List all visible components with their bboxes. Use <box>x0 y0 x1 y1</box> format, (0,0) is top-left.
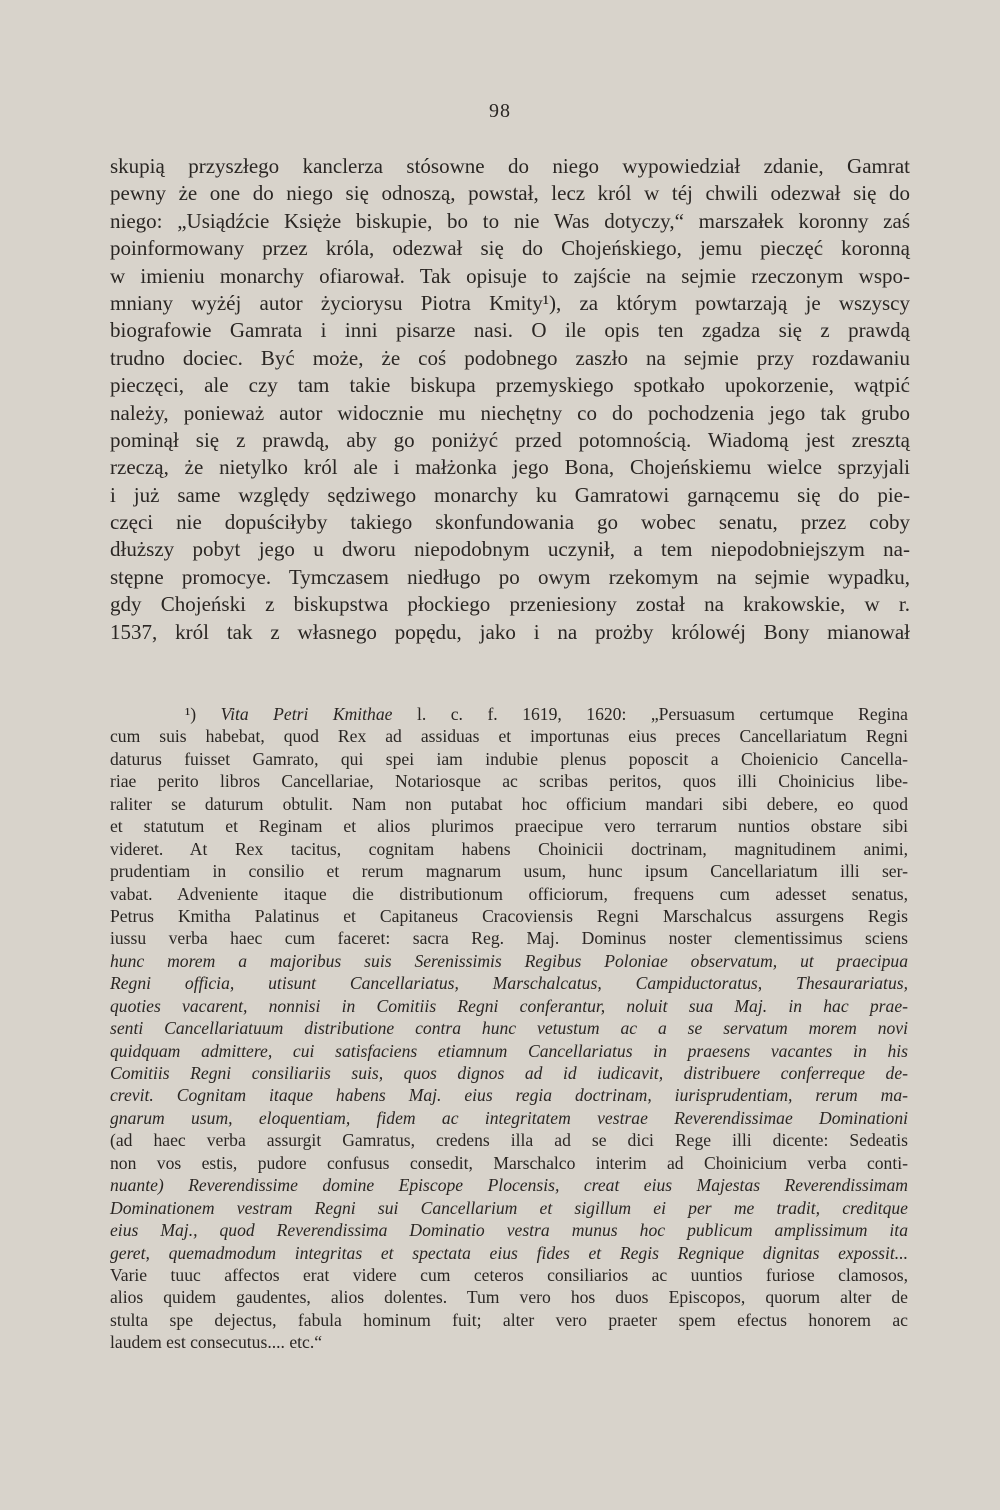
text-line: w imieniu monarchy ofiarował. Tak opisuje to zajście na sejmie rzeczonym wspo- <box>110 263 910 288</box>
footnote-line: gnarum usum, eloquentiam, fidem ac integritatem vestrae Reverendissimae Dominationi <box>110 1107 908 1128</box>
footnote-line: Varie tuuc affectos erat videre cum ceteros consiliarios ac uuntios furiose clamosos, <box>110 1264 908 1285</box>
footnote-line: daturus fuisset Gamrato, qui spei iam indubie plenus poposcit a Choienicio Cancella- <box>110 748 908 769</box>
footnote-line: stulta spe dejectus, fabula hominum fuit; alter vero praeter spem efectus honorem ac <box>110 1309 908 1330</box>
footnote-line: geret, quemadmodum integritas et spectata eius fides et Regis Regnique dignitas expossit... <box>110 1242 908 1263</box>
text-line: rzeczą, że nietylko król ale i małżonka jego Bona, Chojeńskiemu wielce sprzyjali <box>110 455 910 480</box>
text-line: pieczęci, ale czy tam takie biskupa przemyskiego spotkało upokorzenie, wątpić <box>110 373 910 398</box>
main-text <box>110 153 910 646</box>
text-line: pewny że one do niego się odnoszą, powstał, lecz król w téj chwili odezwał się do <box>110 181 910 206</box>
footnote-marker: ¹) <box>185 704 197 724</box>
text-line: stępne promocye. Tymczasem niedługo po owym rzekomym na sejmie wypadku, <box>110 564 910 589</box>
footnote-line: prudentiam in consilio et rerum magnarum usum, hunc ipsum Cancellariatum illi ser- <box>110 861 908 882</box>
text-line: należy, ponieważ autor widocznie mu niechętny co do pochodzenia jego tak grubo <box>110 400 910 425</box>
text-line: gdy Chojeński z biskupstwa płockiego przeniesiony został na krakowskie, w r. <box>110 592 910 617</box>
footnote-line: raliter se daturum obtulit. Nam non putabat hoc officium mandari sibi debere, eo quod <box>110 793 908 814</box>
footnote-line: quidquam admittere, cui satisfaciens etiamnum Cancellariatus in praesens vacantes in his <box>110 1040 908 1061</box>
text-line: trudno dociec. Być może, że coś podobnego zaszło na sejmie przy rozdawaniu <box>110 345 910 370</box>
text-line: i już same względy sędziwego monarchy ku Gamratowi garnącemu się do pie- <box>110 482 910 507</box>
footnote-line: alios quidem gaudentes, alios dolentes. Tum vero hos duos Episcopos, quorum alter de <box>110 1287 908 1308</box>
footnote-line: Petrus Kmitha Palatinus et Capitaneus Cracoviensis Regni Marschalcus assurgens Regis <box>110 905 908 926</box>
text-line: pominął się z prawdą, aby go poniżyć przed potomnością. Wiadomą jest zresztą <box>110 427 910 452</box>
footnote-line: non vos estis, pudore confusus consedit, Marschalco interim ad Choinicium verba conti- <box>110 1152 908 1173</box>
text-line: biografowie Gamrata i inni pisarze nasi. O ile opis ten zgadza się z prawdą <box>110 318 910 343</box>
page-number: 98 <box>489 100 511 122</box>
text-line: skupią przyszłego kanclerza stósowne do niego wypowiedział zdanie, Gamrat <box>110 154 910 178</box>
footnote-line: videret. At Rex tacitus, cognitam habens Choinicii doctrinam, magnitudinem animi, <box>110 838 908 859</box>
footnote-ref-title: Vita Petri Kmithae <box>220 704 393 724</box>
footnote-line: Dominationem vestram Regni sui Cancellarium et sigillum ei per me tradit, creditque <box>110 1197 908 1218</box>
footnote-line: hunc morem a majoribus suis Serenissimis Regibus Poloniae observatum, ut praecipua <box>110 950 908 971</box>
footnote-line: Regni officia, utisunt Cancellariatus, Marschalcatus, Campiductoratus, Thesaurariatus, <box>110 973 908 994</box>
footnote-line: cum suis habebat, quod Rex ad assiduas et importunas eius preces Cancellariatum Regni <box>110 726 908 747</box>
footnote-line: laudem est consecutus.... etc.“ <box>110 1332 323 1353</box>
text-line: niego: „Usiądźcie Księże biskupie, bo to nie Was dotyczy,“ marszałek koronny zaś <box>110 208 910 233</box>
footnote-line: (ad haec verba assurgit Gamratus, credens illa ad se dici Rege illi dicente: Sedeatis <box>110 1130 908 1151</box>
footnote-line: iussu verba haec cum faceret: sacra Reg. Maj. Dominus noster clementissimus sciens <box>110 928 908 949</box>
text-line: częci nie dopuściłyby takiego skonfundowania go wobec senatu, przez coby <box>110 510 910 535</box>
footnote-line: senti Cancellariatuum distributione contra hunc vetustum ac a se servatum morem novi <box>110 1018 908 1039</box>
text-line: dłuższy pobyt jego u dworu niepodobnym uczynił, a tem niepodobniejszym na- <box>110 537 910 562</box>
footnote-line: Comitiis Regni consiliariis suis, quos dignos ad id iudicavit, distribuere conferreque de- <box>110 1063 908 1083</box>
text-line: poinformowany przez króla, odezwał się do Chojeńskiego, jemu pieczęć koronną <box>110 236 910 261</box>
footnote-line: quoties vacarent, nonnisi in Comitiis Regni conferantur, noluit sua Maj. in hac prae- <box>110 995 908 1016</box>
footnote-line: et statutum et Reginam et alios plurimos praecipue vero terrarum nuntios obstare sibi <box>110 816 908 837</box>
footnote <box>110 703 908 1354</box>
footnote-line: nuante) Reverendissime domine Episcope Plocensis, creat eius Majestas Reverendissimam <box>110 1175 908 1196</box>
footnote-line: l. c. f. 1619, 1620: „Persuasum certumque Regina <box>416 704 908 724</box>
footnote-line: riae perito libros Cancellariae, Notariosque ac scribas peritos, quos illi Choinicius libe- <box>110 771 908 792</box>
footnote-line: vabat. Adveniente itaque die distributionum officiorum, frequens cum adesset senatus, <box>110 883 908 904</box>
text-line: 1537, król tak z własnego popędu, jako i na prożby królowéj Bony mianował <box>110 619 910 644</box>
footnote-line: eius Maj., quod Reverendissima Dominatio vestra munus hoc publicum amplissimum ita <box>110 1220 908 1241</box>
footnote-line: crevit. Cognitam itaque habens Maj. eius regia doctrinam, iurisprudentiam, rerum ma- <box>110 1085 908 1106</box>
footnote-first-line <box>110 703 908 725</box>
text-line: mniany wyżéj autor życiorysu Piotra Kmity¹), za którym powtarzają je wszyscy <box>110 290 910 315</box>
